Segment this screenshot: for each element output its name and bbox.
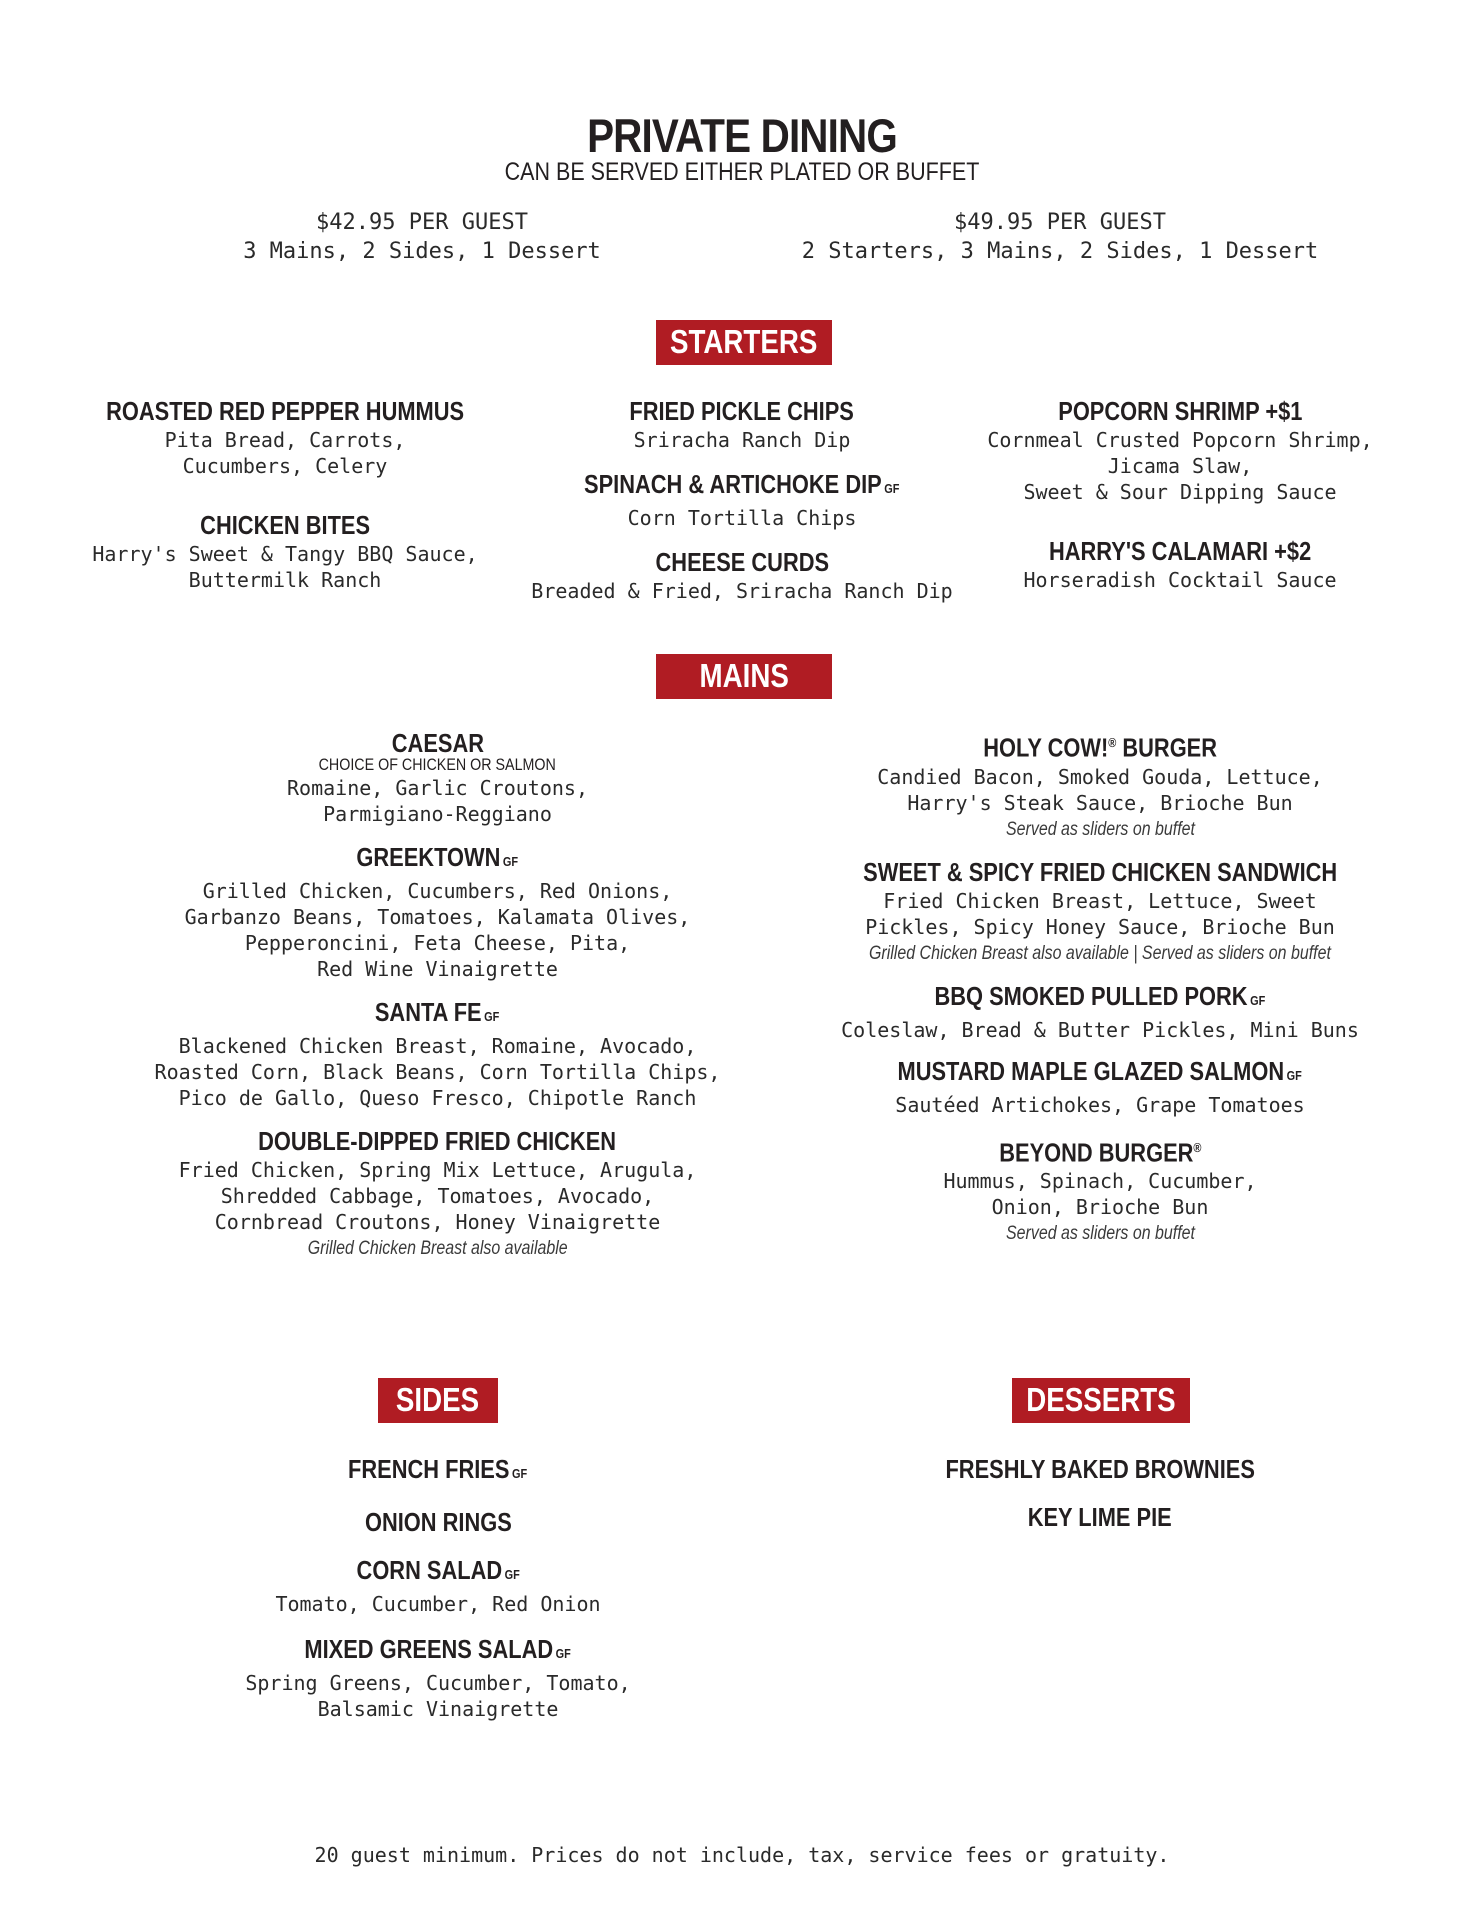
item-description: Spring Greens, Cucumber, Tomato, Balsamic Vinaigrette: [245, 1671, 631, 1721]
pricing-details: 2 Starters, 3 Mains, 2 Sides, 1 Dessert: [801, 239, 1319, 264]
desserts-heading: [1012, 1378, 1190, 1423]
item-name-text: MUSTARD MAPLE GLAZED SALMON: [897, 1055, 1285, 1086]
item-description: Romaine, Garlic Croutons, Parmigiano-Reggiano: [286, 776, 589, 826]
menu-item: [100, 996, 775, 1111]
mains-heading: [656, 654, 832, 699]
gluten-free-badge: GF: [512, 1466, 528, 1481]
menu-item: [800, 1501, 1400, 1533]
item-name-text: MIXED GREENS SALAD: [304, 1634, 554, 1664]
gluten-free-badge: GF: [484, 1009, 500, 1024]
item-description: Tomato, Cucumber, Red Onion: [275, 1592, 601, 1616]
mains-column-left: [100, 727, 775, 1263]
menu-item: [800, 1453, 1400, 1485]
menu-item: [60, 509, 510, 593]
item-name: [356, 1554, 519, 1591]
menu-item: [955, 395, 1405, 505]
menu-item: [138, 1453, 738, 1490]
gluten-free-badge: GF: [1250, 992, 1266, 1008]
item-description: Pita Bread, Carrots, Cucumbers, Celery: [164, 428, 406, 478]
item-subtitle: CHOICE OF CHICKEN OR SALMON: [318, 755, 557, 774]
menu-item: [955, 535, 1405, 593]
item-name-text: CORN SALAD: [356, 1555, 502, 1585]
item-name: [935, 980, 1266, 1017]
item-description: Sriracha Ranch Dip: [633, 428, 851, 452]
menu-item: [780, 1055, 1420, 1118]
menu-item: [780, 980, 1420, 1043]
item-name: KEY LIME PIE: [1027, 1502, 1173, 1532]
item-name: DOUBLE-DIPPED FRIED CHICKEN: [258, 1126, 617, 1156]
menu-item: [100, 727, 775, 827]
desserts-column: [800, 1453, 1400, 1533]
pricing-price: $49.95 PER GUEST: [954, 210, 1166, 235]
gluten-free-badge: GF: [503, 854, 519, 869]
page-title: PRIVATE DINING: [587, 109, 897, 162]
pricing-details: 3 Mains, 2 Sides, 1 Dessert: [243, 239, 601, 264]
sides-heading: [378, 1378, 498, 1423]
menu-item: [138, 1633, 738, 1722]
item-note: Grilled Chicken Breast also available: [307, 1238, 568, 1259]
menu-item: [100, 1125, 775, 1263]
pricing-option-2: [780, 208, 1340, 266]
sides-column: [138, 1453, 738, 1722]
item-name: SWEET & SPICY FRIED CHICKEN SANDWICH: [862, 856, 1338, 887]
menu-item: [515, 395, 969, 453]
gluten-free-badge: GF: [504, 1567, 520, 1582]
gluten-free-badge: GF: [1286, 1067, 1303, 1083]
menu-item: [60, 395, 510, 479]
item-name: ROASTED RED PEPPER HUMMUS: [106, 396, 464, 426]
registered-mark: ®: [1108, 735, 1117, 750]
menu-item: [100, 841, 775, 982]
item-name: FRIED PICKLE CHIPS: [629, 396, 855, 426]
item-name: HARRY'S CALAMARI +$2: [1048, 536, 1312, 566]
starters-heading: [656, 320, 832, 365]
item-note: Grilled Chicken Breast also available | Served as sliders on buffet: [869, 942, 1331, 964]
item-name: [584, 468, 899, 505]
item-description: Fried Chicken, Spring Mix Lettuce, Arugula, Shredded Cabbage, Tomatoes, Avocado, Cornbread Croutons, Honey Vinaigrette: [178, 1158, 697, 1234]
item-name: CAESAR: [391, 728, 484, 758]
item-name-text: BBQ SMOKED PULLED PORK: [934, 980, 1248, 1011]
item-description: Coleslaw, Bread & Butter Pickles, Mini Buns: [841, 1017, 1359, 1042]
item-description: Horseradish Cocktail Sauce: [1023, 568, 1337, 592]
item-name: [375, 996, 499, 1033]
menu-item: [138, 1506, 738, 1538]
menu-item: [780, 727, 1420, 844]
item-description: Grilled Chicken, Cucumbers, Red Onions, Garbanzo Beans, Tomatoes, Kalamata Olives, Pepperoncini, Feta Cheese, Pita, Red Wine Vinaigrette: [184, 879, 691, 981]
item-name: ONION RINGS: [364, 1507, 512, 1537]
item-name: POPCORN SHRIMP +$1: [1057, 396, 1303, 426]
menu-item: [780, 856, 1420, 968]
menu-item: [515, 546, 969, 604]
item-name: [999, 1132, 1201, 1169]
item-name: [357, 841, 519, 878]
item-name: CHICKEN BITES: [200, 510, 370, 540]
item-description: Sautéed Artichokes, Grape Tomatoes: [895, 1092, 1305, 1117]
menu-item: [780, 1132, 1420, 1249]
item-description: Hummus, Spinach, Cucumber, Onion, Brioche Bun: [943, 1169, 1257, 1220]
footer-note: 20 guest minimum. Prices do not include, tax, service fees or gratuity.: [314, 1843, 1170, 1867]
mains-heading-label: MAINS: [699, 657, 789, 694]
mains-column-right: [780, 727, 1420, 1248]
starters-column-middle: [515, 395, 969, 604]
item-name-suffix: BURGER: [1116, 732, 1217, 763]
page-subtitle: CAN BE SERVED EITHER PLATED OR BUFFET: [504, 158, 980, 186]
registered-mark: ®: [1193, 1139, 1202, 1155]
menu-item: [515, 468, 969, 531]
item-name-text: GREEKTOWN: [356, 842, 501, 872]
item-description: Harry's Sweet & Tangy BBQ Sauce, Buttermilk Ranch: [92, 542, 478, 592]
pricing-price: $42.95 PER GUEST: [316, 210, 528, 235]
item-name-text: SANTA FE: [375, 997, 483, 1027]
item-name-text: FRENCH FRIES: [348, 1454, 510, 1484]
gluten-free-badge: GF: [884, 481, 900, 496]
item-description: Blackened Chicken Breast, Romaine, Avocado, Roasted Corn, Black Beans, Corn Tortilla Chips, Pico de Gallo, Queso Fresco, Chipotle Ranch: [154, 1034, 721, 1110]
item-name-text: HOLY COW!: [983, 732, 1109, 763]
desserts-heading-label: DESSERTS: [1026, 1381, 1176, 1418]
item-note: Served as sliders on buffet: [1005, 1223, 1195, 1245]
item-name: [348, 1453, 527, 1490]
pricing-option-1: [222, 208, 622, 266]
menu-item: [138, 1554, 738, 1617]
gluten-free-badge: GF: [556, 1646, 572, 1661]
item-description: Fried Chicken Breast, Lettuce, Sweet Pickles, Spicy Honey Sauce, Brioche Bun: [865, 888, 1335, 939]
item-description: Corn Tortilla Chips: [627, 506, 857, 530]
starters-column-left: [60, 395, 510, 593]
item-description: Candied Bacon, Smoked Gouda, Lettuce, Harry's Steak Sauce, Brioche Bun: [877, 764, 1323, 815]
sides-heading-label: SIDES: [396, 1381, 480, 1418]
item-name-text: SPINACH & ARTICHOKE DIP: [584, 469, 882, 499]
item-name: [305, 1633, 571, 1670]
item-name-text: BEYOND BURGER: [998, 1137, 1194, 1168]
item-note: Served as sliders on buffet: [1005, 818, 1195, 840]
item-name: [983, 727, 1217, 764]
starters-column-right: [955, 395, 1405, 593]
item-name: FRESHLY BAKED BROWNIES: [945, 1454, 1255, 1484]
item-description: Breaded & Fried, Sriracha Ranch Dip: [531, 579, 953, 603]
item-description: Cornmeal Crusted Popcorn Shrimp, Jicama Slaw, Sweet & Sour Dipping Sauce: [987, 428, 1373, 504]
starters-heading-label: STARTERS: [670, 323, 818, 360]
item-name: CHEESE CURDS: [655, 547, 829, 577]
item-name: [898, 1055, 1302, 1092]
